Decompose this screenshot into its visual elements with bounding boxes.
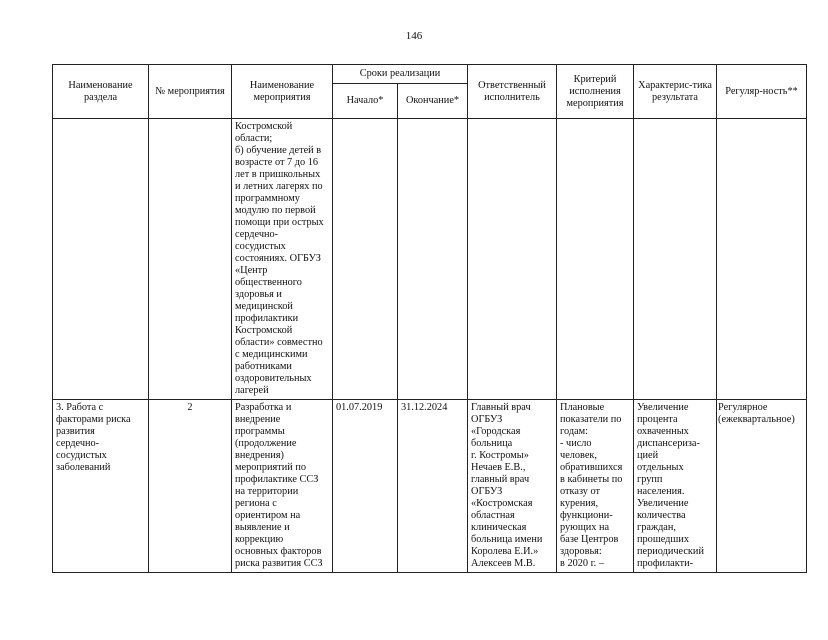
cell-line: заболеваний [56, 462, 111, 473]
cell-line: Разработка и [235, 402, 292, 413]
cell-line: (ежеквартальное) [718, 414, 795, 425]
cell-line: сердечно- [56, 438, 100, 449]
cell-line: (продолжение [235, 438, 297, 449]
table-row [53, 400, 807, 573]
cell-line: медицинской [235, 301, 293, 312]
cell-line: «Центр [235, 265, 268, 276]
cell-section [53, 119, 149, 400]
cell-line: областная [471, 510, 515, 521]
cell-line: количества [637, 510, 686, 521]
header-section: Наименование раздела [53, 65, 149, 119]
cell-line: здоровья: [560, 546, 602, 557]
cell-line: г. Костромы» [471, 450, 529, 461]
cell-line: базе Центров [560, 534, 619, 545]
cell-line: диспансериза- [637, 438, 700, 449]
cell-line: сосудистых [235, 241, 286, 252]
cell-start: 01.07.2019 [333, 400, 398, 573]
cell-line: больница [471, 438, 513, 449]
cell-line: клиническая [471, 522, 527, 533]
plan-table [52, 64, 807, 573]
cell-line: периодический [637, 546, 704, 557]
cell-regularity [717, 119, 807, 400]
cell-line: лет в пришкольных [235, 169, 321, 180]
cell-criterion [557, 400, 634, 573]
cell-responsible [468, 119, 557, 400]
cell-line: Королева Е.И.» [471, 546, 539, 557]
header-result: Характерис-тика результата [634, 65, 717, 119]
cell-event [232, 119, 333, 400]
header-responsible: Ответственный исполнитель [468, 65, 557, 119]
cell-line: Плановые [560, 402, 605, 413]
cell-line: в 2020 г. – [560, 558, 604, 569]
cell-end [398, 119, 468, 400]
cell-line: обратившихся [560, 462, 623, 473]
cell-line: населения. [637, 486, 685, 497]
cell-line: рующих на [560, 522, 610, 533]
cell-line: профилактики [235, 313, 299, 324]
cell-line: процента [637, 414, 678, 425]
cell-section [53, 400, 149, 573]
header-deadlines: Сроки реализации [333, 65, 468, 84]
cell-line: факторами риска [56, 414, 131, 425]
header-regularity: Регуляр-ность** [717, 65, 807, 119]
cell-line: б) обучение детей в [235, 145, 322, 156]
cell-line: программному [235, 193, 300, 204]
cell-line: Алексеев М.В. [471, 558, 536, 569]
cell-line: внедрения) [235, 450, 284, 461]
cell-end: 31.12.2024 [398, 400, 468, 573]
cell-line: отдельных [637, 462, 684, 473]
cell-line: региона с [235, 498, 277, 509]
cell-line: главный врач [471, 474, 530, 485]
cell-line: общественного [235, 277, 302, 288]
cell-line: возрасте от 7 до 16 [235, 157, 319, 168]
cell-criterion [557, 119, 634, 400]
cell-line: цией [637, 450, 659, 461]
cell-line: ориентиром на [235, 510, 301, 521]
cell-line: области; [235, 133, 273, 144]
cell-line: 3. Работа с [56, 402, 104, 413]
cell-line: и летних лагерях по [235, 181, 323, 192]
header-event-name: Наименование мероприятия [232, 65, 333, 119]
cell-line: программы [235, 426, 285, 437]
cell-line: работниками [235, 361, 292, 372]
header-criterion: Критерий исполнения мероприятия [557, 65, 634, 119]
cell-event [232, 400, 333, 573]
cell-line: годам: [560, 426, 589, 437]
cell-line: человек, [560, 450, 597, 461]
cell-line: коррекцию [235, 534, 284, 545]
cell-line: ОГБУЗ [471, 486, 503, 497]
cell-line: на территории [235, 486, 299, 497]
cell-line: сердечно- [235, 229, 279, 240]
cell-line: состояниях. ОГБУЗ [235, 253, 321, 264]
cell-line: показатели по [560, 414, 622, 425]
cell-line: функциони- [560, 510, 613, 521]
cell-line: профилактике ССЗ [235, 474, 319, 485]
cell-start [333, 119, 398, 400]
header-end: Окончание* [398, 84, 468, 119]
cell-line: здоровья и [235, 289, 282, 300]
cell-line: граждан, [637, 522, 676, 533]
header-start: Начало* [333, 84, 398, 119]
cell-line: Увеличение [637, 498, 689, 509]
cell-line: ОГБУЗ [471, 414, 503, 425]
cell-line: Регулярное [718, 402, 768, 413]
cell-line: выявление и [235, 522, 290, 533]
cell-line: Увеличение [637, 402, 689, 413]
cell-line: риска развития ССЗ [235, 558, 323, 569]
cell-line: оздоровительных [235, 373, 312, 384]
cell-line: помощи при острых [235, 217, 324, 228]
cell-line: - число [560, 438, 592, 449]
cell-number [149, 119, 232, 400]
cell-line: Костромской [235, 121, 293, 132]
cell-line: с медицинскими [235, 349, 308, 360]
cell-regularity [717, 400, 807, 573]
cell-line: модулю по первой [235, 205, 316, 216]
cell-responsible [468, 400, 557, 573]
cell-line: «Городская [471, 426, 521, 437]
cell-line: Нечаев Е.В., [471, 462, 526, 473]
cell-line: Главный врач [471, 402, 531, 413]
cell-line: больница имени [471, 534, 543, 545]
cell-line: области» совместно [235, 337, 323, 348]
cell-line: отказу от [560, 486, 601, 497]
table-row [53, 119, 807, 400]
header-number: № мероприятия [149, 65, 232, 119]
cell-line: прошедших [637, 534, 690, 545]
cell-line: мероприятий по [235, 462, 307, 473]
cell-line: групп [637, 474, 663, 485]
cell-line: внедрение [235, 414, 281, 425]
cell-number: 2 [149, 400, 232, 573]
cell-line: курения, [560, 498, 599, 509]
cell-result [634, 119, 717, 400]
cell-line: сосудистых [56, 450, 107, 461]
cell-line: основных факторов [235, 546, 322, 557]
cell-line: Костромской [235, 325, 293, 336]
cell-line: профилакти- [637, 558, 694, 569]
cell-line: развития [56, 426, 95, 437]
cell-line: лагерей [235, 385, 269, 396]
cell-line: в кабинеты по [560, 474, 623, 485]
cell-result [634, 400, 717, 573]
cell-line: «Костромская [471, 498, 533, 509]
cell-line: охваченных [637, 426, 689, 437]
page-number: 146 [405, 30, 423, 42]
